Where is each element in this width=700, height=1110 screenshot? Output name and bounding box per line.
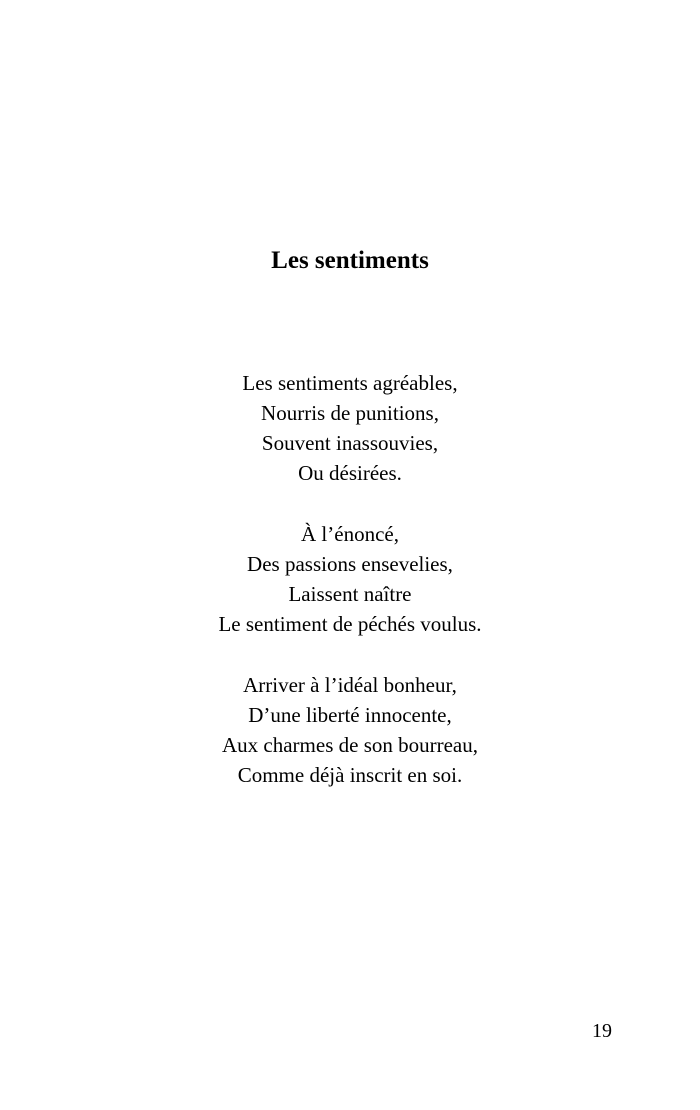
poem-line: À l’énoncé, xyxy=(301,522,399,546)
poem-body xyxy=(0,368,700,821)
stanza-2 xyxy=(0,519,700,639)
poem-line: Aux charmes de son bourreau, xyxy=(222,733,478,757)
poem-line: Laissent naître xyxy=(288,582,412,606)
poem-line: Nourris de punitions, xyxy=(261,401,439,425)
poem-line: Comme déjà inscrit en soi. xyxy=(237,763,463,787)
poem-line: D’une liberté innocente, xyxy=(248,703,452,727)
poem-line: Les sentiments agréables, xyxy=(242,371,458,395)
poem-line: Ou désirées. xyxy=(298,461,402,485)
poem-line: Souvent inassouvies, xyxy=(261,431,439,455)
stanza-1 xyxy=(0,368,700,488)
poem-line: Arriver à l’idéal bonheur, xyxy=(243,673,457,697)
poem-title: Les sentiments xyxy=(271,247,429,274)
poem-line: Des passions ensevelies, xyxy=(247,552,453,576)
page-number: 19 xyxy=(592,1020,612,1042)
stanza-3 xyxy=(0,670,700,790)
poem-line: Le sentiment de péchés voulus. xyxy=(218,612,482,636)
